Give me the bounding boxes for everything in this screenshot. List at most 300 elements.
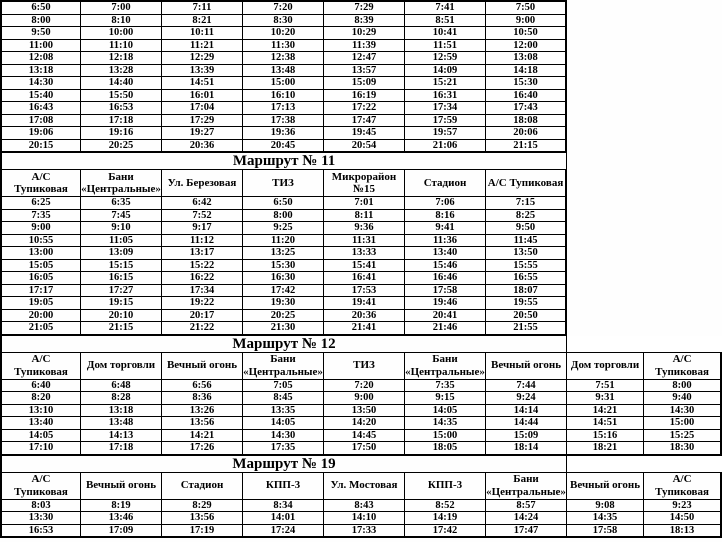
time-row	[0, 235, 567, 248]
stop-header-cell	[567, 353, 644, 380]
time-cell: 6:35	[81, 197, 162, 210]
time-cell: 14:30	[644, 405, 722, 418]
time-cell: 12:18	[81, 52, 162, 65]
time-cell: 15:41	[324, 260, 405, 273]
time-cell: 12:59	[405, 52, 486, 65]
time-cell: 17:50	[324, 442, 405, 456]
time-cell: 15:50	[81, 90, 162, 103]
time-cell: 7:05	[243, 380, 324, 393]
time-cell: 14:35	[405, 417, 486, 430]
time-cell: 12:47	[324, 52, 405, 65]
time-cell: 10:00	[81, 27, 162, 40]
time-cell: 13:56	[162, 512, 243, 525]
time-cell: 7:15	[486, 197, 567, 210]
time-cell: 10:41	[405, 27, 486, 40]
time-cell: 11:00	[0, 40, 81, 53]
time-cell: 13:39	[162, 65, 243, 78]
time-row	[0, 322, 567, 336]
time-row	[0, 90, 567, 103]
time-cell: 17:13	[243, 102, 324, 115]
time-cell: 17:34	[405, 102, 486, 115]
time-row	[0, 140, 567, 154]
stop-name: Дом торговли	[570, 359, 640, 372]
time-cell: 14:30	[0, 77, 81, 90]
title-row-spacer	[567, 336, 722, 353]
time-cell: 18:07	[486, 285, 567, 298]
time-cell: 9:40	[644, 392, 722, 405]
time-row	[0, 115, 567, 128]
time-cell: 13:50	[486, 247, 567, 260]
stop-header-cell	[162, 353, 243, 380]
stop-name: «Центральные»	[243, 365, 323, 378]
time-cell: 13:10	[0, 405, 81, 418]
time-cell: 6:42	[162, 197, 243, 210]
time-cell: 16:01	[162, 90, 243, 103]
route-title: Маршрут № 11	[0, 153, 567, 170]
time-cell: 11:36	[405, 235, 486, 248]
time-cell: 8:10	[81, 15, 162, 28]
time-cell: 15:09	[486, 430, 567, 443]
stop-header-cell	[644, 473, 722, 500]
time-cell: 13:35	[243, 405, 324, 418]
time-cell: 16:43	[0, 102, 81, 115]
time-cell: 17:42	[243, 285, 324, 298]
time-cell: 8:43	[324, 500, 405, 513]
time-cell: 7:20	[243, 0, 324, 15]
time-cell: 14:20	[324, 417, 405, 430]
stop-header-cell	[0, 170, 81, 197]
time-cell: 9:10	[81, 222, 162, 235]
time-cell: 15:22	[162, 260, 243, 273]
time-cell: 19:22	[162, 297, 243, 310]
time-cell: 20:00	[0, 310, 81, 323]
time-cell: 13:56	[162, 417, 243, 430]
stop-name: Тупиковая	[14, 485, 68, 498]
time-cell: 6:50	[0, 0, 81, 15]
time-cell: 15:15	[81, 260, 162, 273]
time-cell: 9:17	[162, 222, 243, 235]
time-cell: 17:08	[0, 115, 81, 128]
time-row	[0, 285, 567, 298]
route-title-row	[0, 336, 722, 353]
stop-header-cell	[486, 473, 567, 500]
time-cell: 11:39	[324, 40, 405, 53]
time-row	[0, 405, 722, 418]
time-cell: 13:00	[0, 247, 81, 260]
time-cell: 14:45	[324, 430, 405, 443]
stop-name: Вечный огонь	[491, 359, 562, 372]
time-cell: 19:06	[0, 127, 81, 140]
time-cell: 19:16	[81, 127, 162, 140]
time-cell: 17:43	[486, 102, 567, 115]
stop-name: «Центральные»	[405, 365, 485, 378]
time-cell: 17:18	[81, 115, 162, 128]
time-cell: 17:19	[162, 525, 243, 539]
time-cell: 16:15	[81, 272, 162, 285]
time-cell: 9:15	[405, 392, 486, 405]
stop-name: А/С Тупиковая	[487, 176, 564, 189]
time-cell: 18:05	[405, 442, 486, 456]
time-cell: 17:47	[324, 115, 405, 128]
time-cell: 8:25	[486, 210, 567, 223]
time-cell: 14:21	[162, 430, 243, 443]
stop-name: Тупиковая	[655, 365, 709, 378]
stop-name: Ул. Мостовая	[330, 479, 398, 492]
time-cell: 14:21	[567, 405, 644, 418]
stop-header-cell	[243, 353, 324, 380]
time-cell: 20:41	[405, 310, 486, 323]
time-cell: 14:51	[567, 417, 644, 430]
time-cell: 14:10	[324, 512, 405, 525]
time-cell: 7:50	[486, 0, 567, 15]
time-cell: 15:00	[405, 430, 486, 443]
stops-header-row	[0, 353, 722, 380]
time-cell: 8:39	[324, 15, 405, 28]
time-cell: 14:35	[567, 512, 644, 525]
time-cell: 14:09	[405, 65, 486, 78]
stop-name: Стадион	[180, 479, 224, 492]
time-cell: 19:55	[486, 297, 567, 310]
stop-header-cell	[405, 170, 486, 197]
time-cell: 13:48	[81, 417, 162, 430]
time-cell: 9:08	[567, 500, 644, 513]
stop-name: А/С	[31, 170, 51, 183]
time-cell: 15:55	[486, 260, 567, 273]
time-cell: 7:01	[324, 197, 405, 210]
stop-name: ТИЗ	[272, 176, 294, 189]
time-cell: 6:56	[162, 380, 243, 393]
time-cell: 19:45	[324, 127, 405, 140]
time-cell: 13:46	[81, 512, 162, 525]
stop-header-cell	[324, 473, 405, 500]
time-cell: 21:15	[486, 140, 567, 154]
time-cell: 20:10	[81, 310, 162, 323]
time-cell: 6:48	[81, 380, 162, 393]
time-cell: 13:57	[324, 65, 405, 78]
time-cell: 17:26	[162, 442, 243, 456]
time-cell: 17:29	[162, 115, 243, 128]
stop-name: А/С	[31, 353, 51, 365]
time-cell: 21:15	[81, 322, 162, 336]
time-row	[0, 272, 567, 285]
time-cell: 20:36	[324, 310, 405, 323]
stop-name: А/С	[31, 473, 51, 485]
time-cell: 19:05	[0, 297, 81, 310]
time-cell: 21:06	[405, 140, 486, 154]
time-cell: 19:41	[324, 297, 405, 310]
time-cell: 17:53	[324, 285, 405, 298]
time-cell: 10:50	[486, 27, 567, 40]
time-cell: 14:13	[81, 430, 162, 443]
time-cell: 13:08	[486, 52, 567, 65]
time-cell: 17:38	[243, 115, 324, 128]
stop-header-cell	[486, 170, 567, 197]
route-title-row	[0, 153, 567, 170]
time-row	[0, 40, 567, 53]
time-cell: 7:00	[81, 0, 162, 15]
stop-name: А/С	[672, 353, 692, 365]
stop-header-cell	[81, 170, 162, 197]
time-cell: 18:08	[486, 115, 567, 128]
time-cell: 7:45	[81, 210, 162, 223]
time-cell: 8:03	[0, 500, 81, 513]
time-cell: 13:18	[0, 65, 81, 78]
time-cell: 14:24	[486, 512, 567, 525]
stop-header-cell	[324, 170, 405, 197]
time-cell: 21:30	[243, 322, 324, 336]
time-cell: 13:28	[81, 65, 162, 78]
time-cell: 8:57	[486, 500, 567, 513]
time-row	[0, 310, 567, 323]
time-cell: 18:30	[644, 442, 722, 456]
time-cell: 14:19	[405, 512, 486, 525]
time-cell: 16:53	[81, 102, 162, 115]
time-cell: 14:01	[243, 512, 324, 525]
route-title: Маршрут № 12	[0, 336, 567, 353]
route-19-table	[0, 456, 722, 539]
time-row	[0, 127, 567, 140]
time-cell: 9:00	[324, 392, 405, 405]
time-cell: 15:30	[486, 77, 567, 90]
time-row	[0, 52, 567, 65]
route-title: Маршрут № 19	[0, 456, 567, 473]
time-cell: 13:25	[243, 247, 324, 260]
time-cell: 16:46	[405, 272, 486, 285]
time-row	[0, 500, 722, 513]
time-cell: 14:05	[405, 405, 486, 418]
time-cell: 17:59	[405, 115, 486, 128]
time-cell: 17:24	[243, 525, 324, 539]
stop-name: Бани	[108, 170, 134, 183]
time-cell: 8:11	[324, 210, 405, 223]
stop-header-cell	[405, 473, 486, 500]
route-12-table	[0, 336, 722, 456]
time-cell: 19:36	[243, 127, 324, 140]
time-cell: 11:12	[162, 235, 243, 248]
stop-name: Вечный огонь	[570, 479, 641, 492]
time-cell: 16:19	[324, 90, 405, 103]
stop-header-cell	[81, 473, 162, 500]
stop-name: КПП-3	[265, 479, 301, 492]
time-cell: 17:27	[81, 285, 162, 298]
time-cell: 10:11	[162, 27, 243, 40]
stop-header-cell	[81, 353, 162, 380]
time-cell: 9:23	[644, 500, 722, 513]
time-cell: 17:34	[162, 285, 243, 298]
time-cell: 13:40	[0, 417, 81, 430]
time-cell: 19:46	[405, 297, 486, 310]
time-row	[0, 392, 722, 405]
time-cell: 20:45	[243, 140, 324, 154]
time-cell: 17:58	[567, 525, 644, 539]
stop-name: Бани	[270, 353, 296, 365]
time-cell: 8:16	[405, 210, 486, 223]
stops-header-row	[0, 473, 722, 500]
stop-name: «Центральные»	[486, 485, 566, 498]
time-cell: 8:30	[243, 15, 324, 28]
time-cell: 7:41	[405, 0, 486, 15]
time-row	[0, 442, 722, 456]
time-cell: 6:50	[243, 197, 324, 210]
stop-header-cell	[644, 353, 722, 380]
time-cell: 8:28	[81, 392, 162, 405]
time-cell: 21:22	[162, 322, 243, 336]
time-cell: 9:50	[486, 222, 567, 235]
timetable-top-table	[0, 0, 567, 153]
time-cell: 16:22	[162, 272, 243, 285]
time-cell: 17:09	[81, 525, 162, 539]
time-cell: 9:36	[324, 222, 405, 235]
time-cell: 15:09	[324, 77, 405, 90]
stop-name: Микрорайон	[331, 170, 397, 183]
time-cell: 14:05	[0, 430, 81, 443]
time-cell: 14:44	[486, 417, 567, 430]
stop-name: «Центральные»	[81, 183, 161, 195]
time-cell: 8:21	[162, 15, 243, 28]
time-cell: 16:55	[486, 272, 567, 285]
time-cell: 18:14	[486, 442, 567, 456]
stop-name: Дом торговли	[86, 359, 156, 372]
stop-header-cell	[0, 473, 81, 500]
title-row-spacer	[567, 456, 722, 473]
time-cell: 13:40	[405, 247, 486, 260]
time-cell: 17:33	[324, 525, 405, 539]
time-cell: 15:00	[243, 77, 324, 90]
time-cell: 15:40	[0, 90, 81, 103]
time-cell: 14:18	[486, 65, 567, 78]
time-row	[0, 65, 567, 78]
route-11-table	[0, 153, 567, 336]
time-cell: 20:06	[486, 127, 567, 140]
time-cell: 13:50	[324, 405, 405, 418]
time-row	[0, 27, 567, 40]
time-cell: 12:38	[243, 52, 324, 65]
time-cell: 15:16	[567, 430, 644, 443]
time-row	[0, 260, 567, 273]
stop-name: ТИЗ	[353, 359, 375, 372]
stop-name: КПП-3	[427, 479, 463, 492]
time-cell: 11:45	[486, 235, 567, 248]
stop-name: Бани	[432, 353, 458, 365]
stop-name: Стадион	[423, 176, 467, 189]
time-cell: 17:18	[81, 442, 162, 456]
time-cell: 21:46	[405, 322, 486, 336]
time-cell: 9:25	[243, 222, 324, 235]
time-row	[0, 247, 567, 260]
stop-header-cell	[243, 170, 324, 197]
time-cell: 9:24	[486, 392, 567, 405]
time-cell: 13:26	[162, 405, 243, 418]
time-cell: 20:17	[162, 310, 243, 323]
time-cell: 21:41	[324, 322, 405, 336]
time-cell: 15:21	[405, 77, 486, 90]
stop-name: А/С	[672, 473, 692, 485]
time-cell: 15:46	[405, 260, 486, 273]
time-cell: 17:47	[486, 525, 567, 539]
time-cell: 6:40	[0, 380, 81, 393]
time-cell: 8:36	[162, 392, 243, 405]
time-cell: 17:17	[0, 285, 81, 298]
time-cell: 8:00	[0, 15, 81, 28]
time-cell: 16:41	[324, 272, 405, 285]
time-cell: 10:55	[0, 235, 81, 248]
time-cell: 8:34	[243, 500, 324, 513]
time-cell: 20:50	[486, 310, 567, 323]
stops-header-row	[0, 170, 567, 197]
time-cell: 13:30	[0, 512, 81, 525]
time-cell: 17:10	[0, 442, 81, 456]
time-row	[0, 417, 722, 430]
time-cell: 8:20	[0, 392, 81, 405]
time-cell: 9:31	[567, 392, 644, 405]
time-cell: 11:51	[405, 40, 486, 53]
time-cell: 9:00	[0, 222, 81, 235]
time-cell: 11:31	[324, 235, 405, 248]
time-cell: 21:05	[0, 322, 81, 336]
time-cell: 18:21	[567, 442, 644, 456]
stop-name: Бани	[513, 473, 539, 485]
time-cell: 14:50	[644, 512, 722, 525]
time-cell: 10:29	[324, 27, 405, 40]
time-cell: 7:20	[324, 380, 405, 393]
time-cell: 7:29	[324, 0, 405, 15]
time-cell: 7:35	[0, 210, 81, 223]
time-row	[0, 210, 567, 223]
time-cell: 13:18	[81, 405, 162, 418]
time-cell: 8:00	[243, 210, 324, 223]
time-cell: 17:58	[405, 285, 486, 298]
time-cell: 13:09	[81, 247, 162, 260]
stop-name: Ул. Березовая	[167, 176, 237, 189]
stop-header-cell	[567, 473, 644, 500]
time-cell: 7:11	[162, 0, 243, 15]
time-cell: 14:51	[162, 77, 243, 90]
time-cell: 8:51	[405, 15, 486, 28]
time-cell: 8:19	[81, 500, 162, 513]
stop-header-cell	[162, 170, 243, 197]
time-cell: 13:48	[243, 65, 324, 78]
stop-header-cell	[486, 353, 567, 380]
stop-name: Тупиковая	[14, 365, 68, 378]
time-row	[0, 197, 567, 210]
time-cell: 9:50	[0, 27, 81, 40]
time-cell: 7:52	[162, 210, 243, 223]
time-cell: 20:36	[162, 140, 243, 154]
time-cell: 16:40	[486, 90, 567, 103]
time-cell: 16:31	[405, 90, 486, 103]
time-cell: 19:27	[162, 127, 243, 140]
time-cell: 8:45	[243, 392, 324, 405]
time-cell: 13:17	[162, 247, 243, 260]
time-cell: 17:35	[243, 442, 324, 456]
time-cell: 14:05	[243, 417, 324, 430]
time-row	[0, 222, 567, 235]
time-cell: 16:30	[243, 272, 324, 285]
time-cell: 12:08	[0, 52, 81, 65]
time-row	[0, 525, 722, 539]
time-row	[0, 15, 567, 28]
time-cell: 14:40	[81, 77, 162, 90]
time-cell: 11:30	[243, 40, 324, 53]
time-row	[0, 0, 567, 15]
time-cell: 14:14	[486, 405, 567, 418]
time-cell: 7:44	[486, 380, 567, 393]
stop-name: Тупиковая	[655, 485, 709, 498]
time-cell: 18:13	[644, 525, 722, 539]
time-cell: 15:30	[243, 260, 324, 273]
stop-name: №15	[352, 183, 376, 195]
time-cell: 9:41	[405, 222, 486, 235]
